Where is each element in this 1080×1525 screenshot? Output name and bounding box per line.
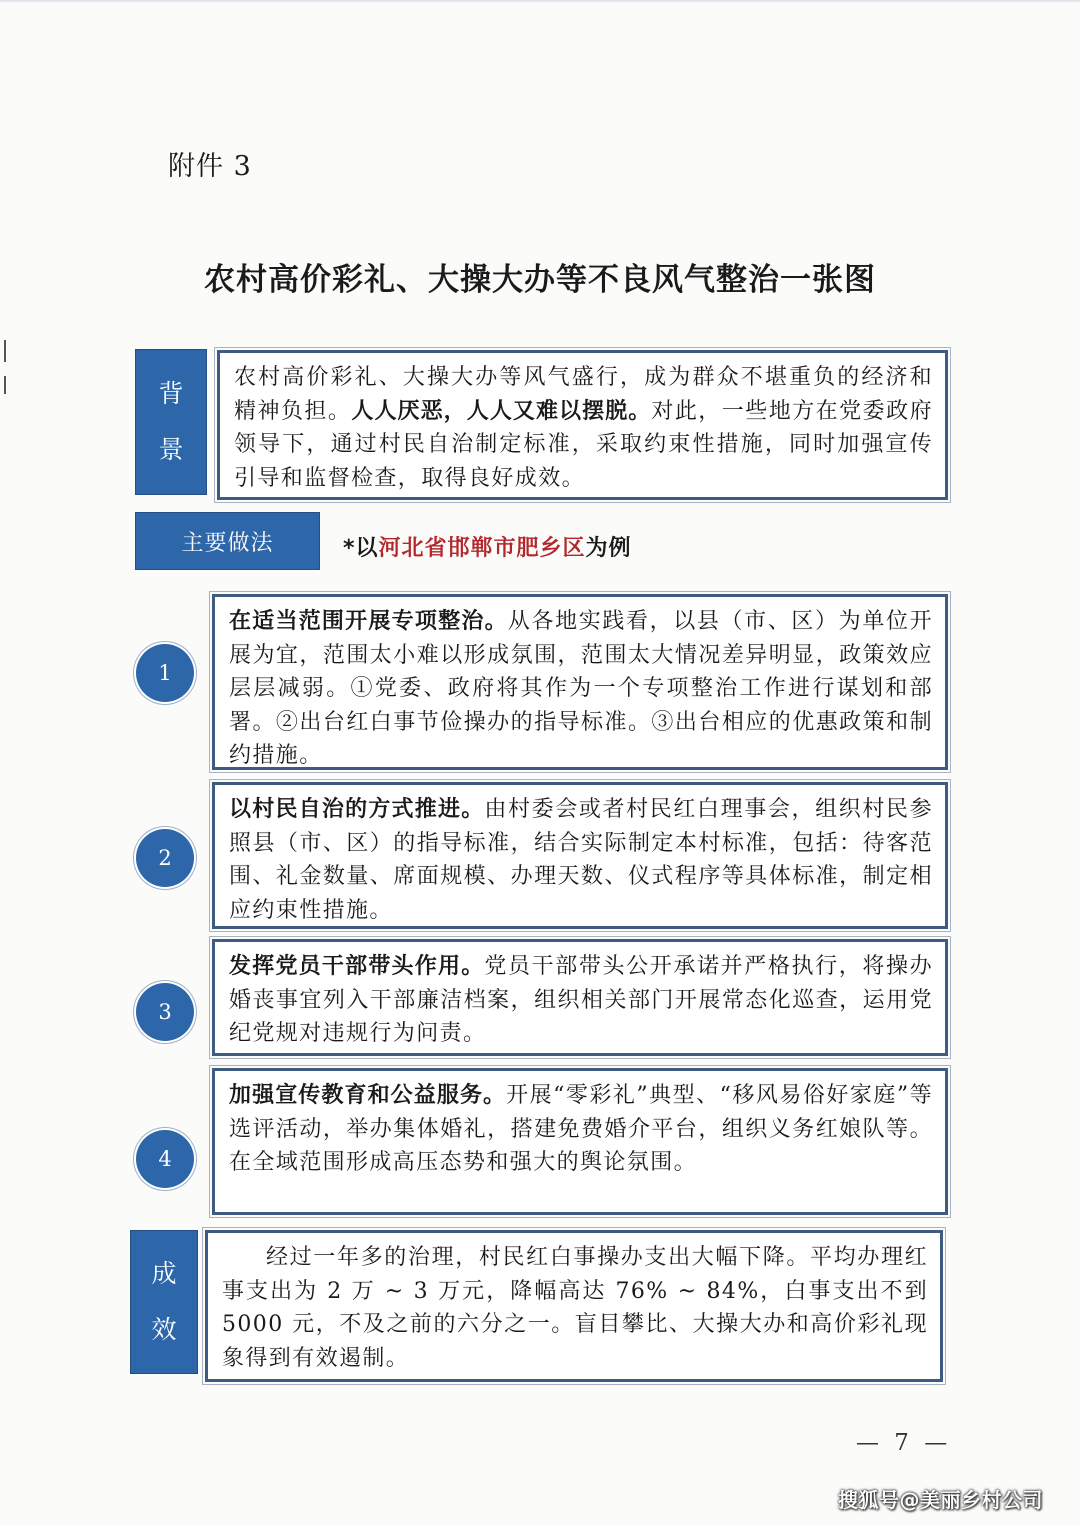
method-heading: 加强宣传教育和公益服务。: [229, 1083, 507, 1108]
background-box: [217, 350, 948, 500]
example-prefix: *以: [343, 536, 379, 561]
method-box-3: [212, 939, 948, 1056]
method-box-4: [212, 1068, 948, 1215]
methods-label: 主要做法: [135, 512, 320, 570]
background-text: 农村高价彩礼、大操大办等风气盛行，成为群众不堪重负的经济和精神负担。: [234, 365, 933, 424]
method-body: 从各地实践看，以县（市、区）为单位开展为宜，范围太小难以形成氛围，范围太大情况差异明显，政策效应层层减弱。①党委、政府将其作为一个专项整治工作进行谋划和部署。②出台红白事节俭操办的指导标准。③出台相应的优惠政策和制约措施。: [229, 609, 933, 768]
background-label-char: 景: [158, 435, 184, 464]
example-note: [343, 531, 632, 562]
results-label-char: 效: [151, 1315, 177, 1344]
results-label-char: 成: [151, 1259, 177, 1288]
method-number-2: 2: [136, 829, 194, 887]
background-label: [135, 349, 207, 495]
page-top-edge: [0, 0, 1080, 3]
background-text: 对此，一些地方在党委政府领导下，通过村民自治制定标准，采取约束性措施，同时加强宣传引导和监督检查，取得良好成效。: [234, 398, 933, 491]
scan-margin-mark: [4, 376, 6, 394]
results-box: [205, 1230, 943, 1382]
scan-margin-mark: [4, 340, 6, 362]
attachment-label: 附件 3: [168, 151, 252, 182]
method-number-4: 4: [136, 1130, 194, 1188]
results-label: [130, 1230, 198, 1374]
method-box-2: [212, 782, 948, 929]
page-number: — 7 —: [856, 1430, 952, 1456]
method-body: 开展“零彩礼”典型、“移风易俗好家庭”等选评活动，举办集体婚礼，搭建免费婚介平台，组织义务红娘队等。在全域范围形成高压态势和强大的舆论氛围。: [229, 1083, 933, 1175]
results-text: 经过一年多的治理，村民红白事操办支出大幅下降。平均办理红事支出为 2 万 ~ 3 万元，降幅高达 76% ~ 84%，白事支出不到 5000 元，不及之前的六分之一。盲目攀比、大操大办和高价彩礼现象得到有效遏制。: [222, 1245, 928, 1371]
page-title: 农村高价彩礼、大操大办等不良风气整治一张图: [204, 262, 876, 298]
method-number-1: 1: [136, 644, 194, 702]
method-heading: 发挥党员干部带头作用。: [229, 954, 485, 979]
method-box-1: [212, 594, 948, 770]
method-heading: 在适当范围开展专项整治。: [229, 609, 508, 634]
method-body: 党员干部带头公开承诺并严格执行，将操办婚丧事宜列入干部廉洁档案，组织相关部门开展常态化巡查，运用党纪党规对违规行为问责。: [229, 954, 933, 1046]
background-label-char: 背: [158, 379, 184, 408]
watermark: 搜狐号@美丽乡村公司: [838, 1488, 1043, 1512]
method-heading: 以村民自治的方式推进。: [229, 797, 485, 822]
example-suffix: 为例: [585, 536, 632, 561]
example-place: 河北省邯郸市肥乡区: [378, 536, 586, 561]
method-number-3: 3: [136, 983, 194, 1041]
method-body: 由村委会或者村民红白理事会，组织村民参照县（市、区）的指导标准，结合实际制定本村标准，包括：待客范围、礼金数量、席面规模、办理天数、仪式程序等具体标准，制定相应约束性措施。: [229, 797, 933, 923]
background-text-bold: 人人厌恶，人人又难以摆脱。: [351, 398, 652, 424]
